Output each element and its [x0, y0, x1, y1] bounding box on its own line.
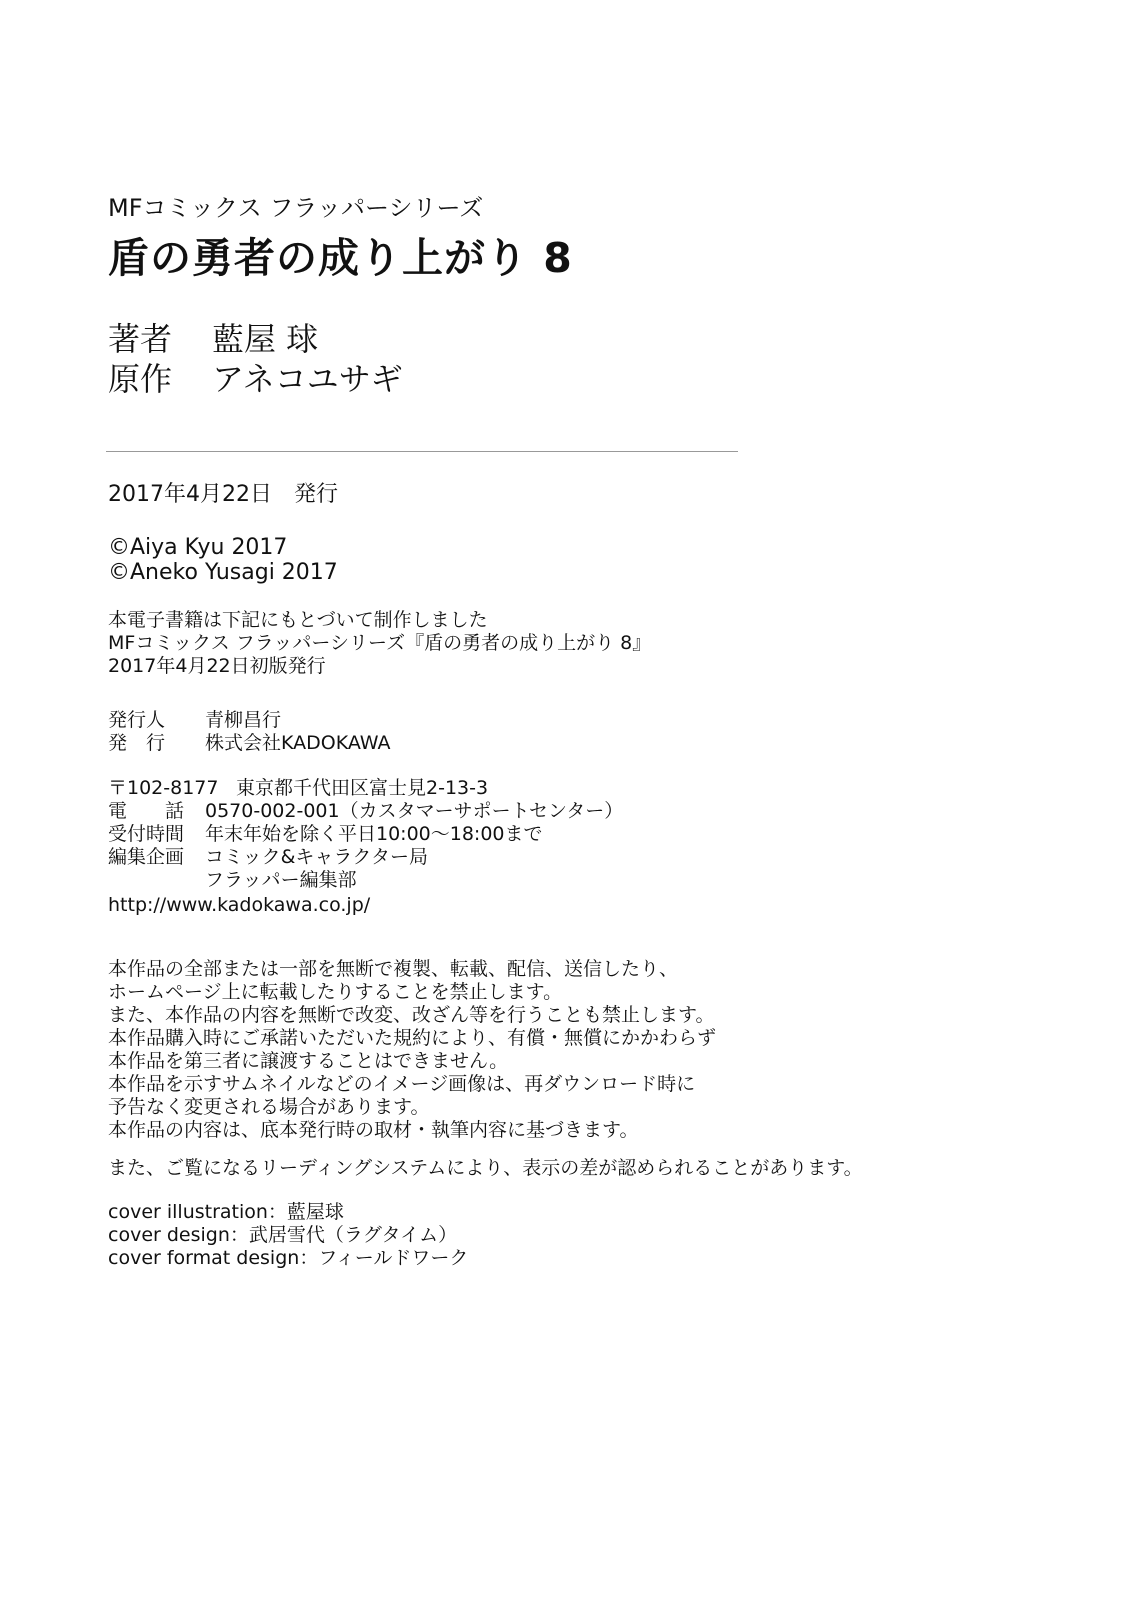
source-note-line: 2017年4月22日初版発行 [108, 655, 326, 677]
reader-note: また、ご覧になるリーディングシステムにより、表示の差が認められることがあります。 [108, 1157, 863, 1179]
notice-line: 本作品購入時にご承諾いただいた規約により、有償・無償にかかわらず [108, 1027, 717, 1049]
original-author-credit [108, 354, 403, 400]
publisher-row-label: 発行人 [108, 709, 166, 731]
publisher-row-value: 青柳昌行 [205, 709, 282, 731]
notice-line: 本作品を示すサムネイルなどのイメージ画像は、再ダウンロード時に [108, 1073, 696, 1095]
contact-row [108, 846, 623, 869]
contact-row [108, 823, 623, 846]
author-label: 著者 [108, 320, 173, 358]
cover-credit-line: cover illustration：藍屋球 [108, 1201, 344, 1223]
original-author-name: アネコユサギ [212, 360, 403, 398]
notice-line: ホームページ上に転載したりすることを禁止します。 [108, 981, 563, 1003]
copyright-line: ©Aneko Yusagi 2017 [108, 560, 338, 585]
phone-number: 0570-002-001（カスタマーサポートセンター） [205, 800, 624, 822]
contact-row-value: フラッパー編集部 [205, 869, 357, 891]
publisher-row [108, 732, 391, 755]
publisher-block [108, 709, 391, 755]
copyright-line: ©Aiya Kyu 2017 [108, 535, 288, 560]
publisher-url[interactable]: http://www.kadokawa.co.jp/ [108, 894, 371, 916]
cover-credit-line: cover design：武居雪代（ラグタイム） [108, 1224, 458, 1246]
notice-line: 本作品の内容は、底本発行時の取材・執筆内容に基づきます。 [108, 1119, 639, 1141]
cover-credit-line: cover format design：フィールドワーク [108, 1247, 469, 1269]
notice-line: 本作品の全部または一部を無断で複製、転載、配信、送信したり、 [108, 958, 679, 980]
series-name: MFコミックス フラッパーシリーズ [108, 194, 484, 222]
address: 東京都千代田区富士見2-13-3 [236, 777, 489, 799]
contact-row-value: 年末年始を除く平日10:00〜18:00まで [205, 823, 543, 845]
contact-block [108, 777, 623, 892]
publish-date: 2017年4月22日 発行 [108, 482, 338, 507]
contact-row [108, 800, 623, 823]
contact-row-label: 編集企画 [108, 846, 185, 868]
contact-row [108, 777, 623, 800]
original-author-label: 原作 [108, 360, 173, 398]
notice-line: 本作品を第三者に譲渡することはできません。 [108, 1050, 509, 1072]
notice-block [108, 958, 716, 1142]
source-note-line: 本電子書籍は下記にもとづいて制作しました [108, 609, 488, 631]
publisher-row-label: 発 行 [108, 732, 166, 754]
postal-code: 〒102-8177 [108, 777, 219, 799]
publisher-row [108, 709, 391, 732]
cover-credits [108, 1201, 468, 1270]
copyright-block [108, 535, 338, 585]
author-name: 藍屋 球 [212, 320, 319, 358]
contact-row [108, 869, 623, 892]
contact-row-label: 電 話 [108, 800, 185, 822]
divider [106, 451, 738, 452]
source-note [108, 609, 651, 678]
book-title: 盾の勇者の成り上がり 8 [108, 234, 573, 282]
source-note-line: MFコミックス フラッパーシリーズ『盾の勇者の成り上がり 8』 [108, 632, 652, 654]
contact-row-label: 受付時間 [108, 823, 185, 845]
notice-line: また、本作品の内容を無断で改変、改ざん等を行うことも禁止します。 [108, 1004, 715, 1026]
contact-row-value: コミック&キャラクター局 [205, 846, 429, 868]
publisher-row-value: 株式会社KADOKAWA [205, 732, 391, 754]
notice-line: 予告なく変更される場合があります。 [108, 1096, 430, 1118]
